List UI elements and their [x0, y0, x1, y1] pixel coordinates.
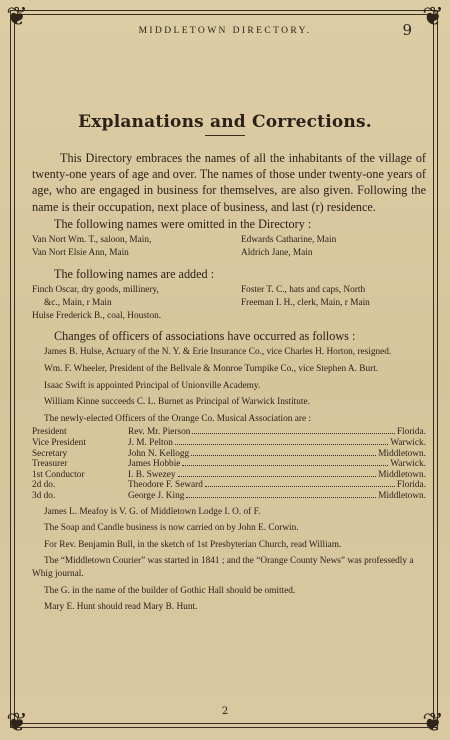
list-item: &c., Main, r Main — [44, 297, 112, 308]
omitted-heading: The following names were omitted in the Directory : — [54, 216, 312, 231]
officer-role: President — [32, 427, 67, 438]
officer-place: Florida. — [396, 427, 426, 438]
change-item: James B. Hulse, Actuary of the N. Y. & Erie Insurance Co., vice Charles H. Horton, resigned. — [44, 347, 392, 358]
list-item: Foster T. C., hats and caps, North — [241, 284, 366, 295]
officer-role: 1st Conductor — [32, 469, 85, 480]
table-row — [32, 449, 426, 460]
list-item: Finch Oscar, dry goods, millinery, — [32, 284, 159, 295]
officer-role: 2d do. — [32, 480, 56, 491]
officer-place: Middletown. — [378, 469, 426, 480]
intro-paragraph: This Directory embraces the names of all the inhabitants of the village of twenty-one years of age and over. The names of those under twenty-one years of age, who are engaged in business for themselves, are also given. Following the name is their occupation, next place of business, and last (r) residence. — [32, 151, 426, 214]
note-item: James L. Meafoy is V. G. of Middletown Lodge I. O. of F. — [44, 506, 261, 517]
officer-role: 3d do. — [32, 490, 56, 501]
page-title: Explanations and Corrections. — [78, 112, 372, 132]
table-row — [32, 480, 426, 491]
change-item: William Kinne succeeds C. L. Burnet as Principal of Warwick Institute. — [44, 397, 310, 408]
list-item: Van Nort Elsie Ann, Main — [32, 247, 129, 258]
changes-heading: Changes of officers of associations have occurred as follows : — [54, 329, 356, 344]
officer-place: Middletown. — [378, 490, 426, 501]
added-list — [32, 284, 426, 310]
officer-name: James Hobbie — [128, 459, 181, 470]
officer-place: Warwick. — [390, 459, 426, 470]
note-item: Mary E. Hunt should read Mary B. Hunt. — [44, 602, 198, 613]
officer-place: Warwick. — [390, 437, 426, 448]
officers-table — [32, 427, 426, 501]
table-row — [32, 470, 426, 481]
corner-ornament-icon: ❦ — [422, 708, 444, 738]
officer-name: John N. Kellogg — [128, 448, 190, 459]
list-item: Hulse Frederick B., coal, Houston. — [32, 310, 162, 321]
table-row — [32, 427, 426, 438]
corner-ornament-icon: ❦ — [6, 2, 28, 32]
officer-name: J. M. Pelton — [128, 437, 173, 448]
list-item: Van Nort Wm. T., saloon, Main, — [32, 234, 152, 245]
running-header: MIDDLETOWN DIRECTORY. — [138, 26, 312, 36]
table-row — [32, 459, 426, 470]
list-item: Freeman I. H., clerk, Main, r Main — [241, 297, 370, 308]
change-item: Isaac Swift is appointed Principal of Unionville Academy. — [44, 380, 261, 391]
officer-name: Rev. Mr. Pierson — [128, 427, 191, 438]
table-row — [32, 438, 426, 449]
note-item: For Rev. Benjamin Bull, in the sketch of 1st Presbyterian Church, read William. — [44, 539, 342, 550]
note-item: The “Middletown Courier” was started in 1841 ; and the “Orange County News” was professedly a Whig journal. — [32, 556, 414, 579]
page-number: 9 — [402, 21, 412, 39]
officer-role: Secretary — [32, 448, 68, 459]
list-item: Aldrich Jane, Main — [241, 247, 313, 258]
officer-role: Vice President — [32, 437, 86, 448]
note-item: The G. in the name of the builder of Gothic Hall should be omitted. — [44, 585, 296, 596]
officers-heading: The newly-elected Officers of the Orange Co. Musical Association are : — [44, 413, 312, 424]
change-item: Wm. F. Wheeler, President of the Bellvale & Monroe Turnpike Co., vice Stephen A. Burt. — [44, 364, 379, 374]
corner-ornament-icon: ❦ — [422, 2, 444, 32]
officer-name: George J. King — [128, 490, 185, 501]
added-heading: The following names are added : — [54, 266, 215, 281]
table-row — [32, 491, 426, 502]
main-content — [32, 150, 426, 614]
officer-place: Florida. — [396, 480, 426, 491]
corner-ornament-icon: ❦ — [6, 708, 28, 738]
note-item: The Soap and Candle business is now carried on by John E. Corwin. — [44, 523, 299, 534]
signature-mark: 2 — [221, 706, 229, 717]
title-rule — [205, 135, 245, 136]
officer-name: Theodore F. Seward — [128, 480, 203, 491]
officer-name: I. B. Swezey — [128, 469, 176, 480]
officer-place: Middletown. — [378, 448, 426, 459]
list-item: Edwards Catharine, Main — [241, 234, 337, 245]
omitted-list — [32, 234, 426, 260]
officer-role: Treasurer — [32, 459, 68, 470]
